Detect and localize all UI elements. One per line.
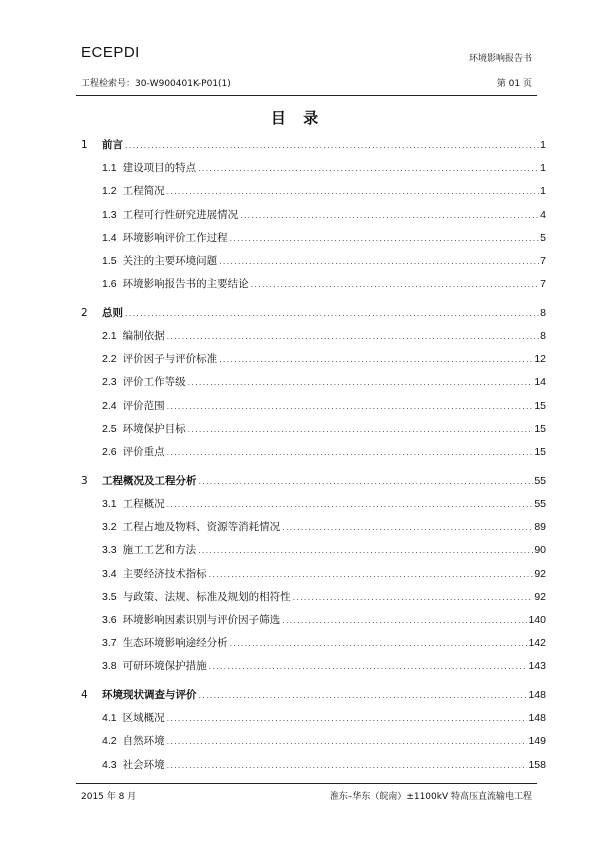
toc-entry[interactable]: [81, 227, 546, 250]
toc-entry-title-text: 环境现状调查与评价: [102, 689, 197, 702]
toc-entry-title-text: 工程占地及物料、资源等消耗情况: [122, 521, 281, 534]
toc-entry-line: [102, 395, 546, 418]
toc-entry-title: [102, 371, 188, 394]
toc-entry[interactable]: [81, 348, 546, 371]
toc-entry[interactable]: [81, 395, 546, 418]
toc-entry-title: [102, 470, 199, 493]
toc-entry-page: 149: [528, 735, 546, 748]
toc-entry-title: [102, 707, 167, 730]
toc-entry-number: 1.3: [102, 208, 117, 221]
toc-entry-line: [102, 180, 546, 203]
dot-leader: [199, 684, 528, 707]
toc-entry-number: 3.5: [102, 590, 117, 603]
toc-entry-line: [102, 302, 546, 325]
dot-leader: [230, 227, 540, 250]
toc-entry-title: [102, 418, 188, 441]
toc-entry-title-text: 工程概况: [122, 498, 165, 510]
toc-entry-number: 3.4: [102, 567, 117, 580]
dot-leader: [188, 371, 534, 394]
toc-entry-line: [102, 730, 546, 753]
toc-entry-title: [102, 655, 209, 678]
toc-entry-number: 3: [81, 474, 88, 487]
toc-entry-page: 90: [534, 544, 546, 557]
toc-entry-title: [102, 134, 125, 157]
toc-entry-line: [102, 539, 546, 562]
toc-entry-title-text: 自然环境: [122, 735, 165, 748]
toc-entry[interactable]: [81, 684, 546, 707]
dot-leader: [282, 516, 533, 539]
toc-entry-title: [102, 539, 198, 562]
toc-entry-number: 2.1: [102, 330, 117, 343]
toc-entry-number: 1.4: [102, 231, 117, 244]
dot-leader: [251, 273, 540, 296]
toc-entry-title: [102, 493, 167, 516]
dot-leader: [167, 395, 534, 418]
dot-leader: [199, 470, 534, 493]
dot-leader: [167, 493, 534, 516]
toc-entry-number: 3.3: [102, 544, 117, 557]
toc-entry-title: [102, 180, 167, 203]
toc-entry-title-text: 与政策、法规、标准及规划的相符性: [122, 590, 291, 603]
toc-entry-page: 89: [534, 521, 546, 534]
toc-entry[interactable]: [81, 516, 546, 539]
toc-entry-page: 7: [540, 254, 546, 267]
dot-leader: [125, 302, 539, 325]
toc-entry[interactable]: [81, 655, 546, 678]
toc-entry[interactable]: [81, 180, 546, 203]
toc-entry-page: 15: [534, 422, 546, 435]
toc-entry-title: [102, 516, 282, 539]
toc-entry-title: [102, 302, 125, 325]
toc-entry-title-text: 工程概况及工程分析: [102, 474, 197, 487]
toc-entry-number: 1.1: [102, 162, 117, 175]
toc-entry[interactable]: [81, 754, 546, 777]
toc-entry-page: 148: [528, 689, 546, 702]
toc-entry-number: 1.6: [102, 278, 117, 291]
dot-leader: [209, 655, 528, 678]
toc-entry[interactable]: [81, 707, 546, 730]
toc-entry-number: 2.3: [102, 376, 117, 389]
toc-entry-title: [102, 609, 282, 632]
toc-entry-page: 92: [534, 590, 546, 603]
toc-entry[interactable]: [81, 441, 546, 464]
toc-entry-title: [102, 441, 167, 464]
toc-entry-page: 4: [540, 208, 546, 221]
toc-entry-page: 1: [540, 185, 546, 198]
toc-entry-line: [102, 250, 546, 273]
toc-entry-page: 8: [540, 330, 546, 343]
toc-entry[interactable]: [81, 609, 546, 632]
toc-entry-title: [102, 273, 251, 296]
toc-entry-page: 140: [528, 613, 546, 626]
toc-entry-title: [102, 250, 219, 273]
toc-entry-page: 8: [540, 306, 546, 319]
toc-entry[interactable]: [81, 204, 546, 227]
document-type: 环境影响报告书: [468, 54, 532, 64]
toc-entry-page: 5: [540, 231, 546, 244]
dot-leader: [282, 609, 527, 632]
toc-entry-page: 92: [534, 567, 546, 580]
toc-entry-page: 142: [528, 637, 546, 650]
toc-entry-title-text: 施工工艺和方法: [122, 544, 197, 557]
toc-entry-title-text: 前言: [102, 139, 123, 151]
dot-leader: [167, 754, 528, 777]
toc-entry[interactable]: [81, 586, 546, 609]
toc-entry-number: 3.2: [102, 521, 117, 534]
toc-entry[interactable]: [81, 563, 546, 586]
toc-entry-line: [102, 325, 546, 348]
toc-entry-page: 143: [528, 660, 546, 673]
toc-entry-page: 55: [534, 474, 546, 487]
toc-entry-line: [102, 563, 546, 586]
toc-entry-page: 15: [534, 399, 546, 412]
toc-entry-line: [102, 227, 546, 250]
toc-entry-title: [102, 325, 167, 348]
header-divider: [76, 95, 537, 96]
dot-leader: [240, 204, 539, 227]
toc-entry-title: [102, 157, 198, 180]
toc-entry-title: [102, 227, 230, 250]
dot-leader: [293, 586, 534, 609]
toc-entry-line: [102, 273, 546, 296]
toc-entry[interactable]: [81, 371, 546, 394]
toc-entry-title-text: 生态环境影响途经分析: [122, 637, 228, 650]
dot-leader: [219, 348, 533, 371]
toc-entry-page: 1: [540, 139, 546, 151]
toc-entry-page: 12: [534, 353, 546, 366]
toc-entry-number: 4.2: [102, 735, 117, 748]
toc-entry-title-text: 关注的主要环境问题: [122, 254, 218, 267]
toc-entry-title: [102, 563, 209, 586]
toc-entry-title-text: 评价因子与评价标准: [122, 353, 218, 366]
toc-entry[interactable]: [81, 418, 546, 441]
dot-leader: [167, 707, 528, 730]
toc-entry-title-text: 社会环境: [122, 758, 165, 771]
toc-entry-title: [102, 754, 167, 777]
toc-entry-title: [102, 204, 240, 227]
toc-entry-title-text: 环境影响评价工作过程: [122, 231, 228, 244]
toc-entry-number: 1: [81, 139, 88, 151]
project-reference: 工程检索号：30-W900401K-P01(1): [81, 79, 231, 89]
toc-entry-page: 7: [540, 278, 546, 291]
toc-entry-page: 1: [540, 162, 546, 175]
toc-entry-title-text: 工程可行性研究进展情况: [122, 208, 239, 221]
dot-leader: [167, 180, 540, 203]
toc-entry-title-text: 评价工作等级: [122, 376, 186, 389]
dot-leader: [125, 134, 539, 157]
toc-entry-line: [102, 348, 546, 371]
toc-entry-number: 3.6: [102, 613, 117, 626]
toc-entry-title-text: 工程简况: [122, 185, 165, 198]
page-number: 第 01 页: [496, 79, 532, 89]
toc-entry-page: 158: [528, 758, 546, 771]
toc-entry[interactable]: [81, 250, 546, 273]
toc-entry-line: [102, 134, 546, 157]
toc-entry[interactable]: [81, 157, 546, 180]
toc-entry-line: [102, 586, 546, 609]
toc-entry-line: [102, 707, 546, 730]
dot-leader: [167, 730, 528, 753]
toc-entry-title: [102, 586, 293, 609]
toc-entry-title-text: 环境影响因素识别与评价因子筛选: [122, 613, 281, 626]
toc-entry-line: [102, 418, 546, 441]
toc-entry[interactable]: [81, 632, 546, 655]
toc-entry-number: 2.5: [102, 422, 117, 435]
toc-entry-page: 15: [534, 446, 546, 459]
org-logo-text: ECEPDI: [81, 44, 140, 61]
dot-leader: [167, 325, 540, 348]
toc-entry-title: [102, 632, 230, 655]
toc-entry-line: [102, 157, 546, 180]
toc-entry-number: 3.1: [102, 498, 117, 510]
toc-entry-number: 1.5: [102, 254, 117, 267]
toc-entry-number: 1.2: [102, 185, 117, 198]
toc-entry-line: [102, 204, 546, 227]
toc-entry-title-text: 主要经济技术指标: [122, 567, 207, 580]
toc-entry-page: 14: [534, 376, 546, 389]
toc-entry-line: [102, 632, 546, 655]
toc-entry-number: 2.2: [102, 353, 117, 366]
toc-entry-page: 55: [534, 498, 546, 510]
toc-entry[interactable]: [81, 493, 546, 516]
dot-leader: [188, 418, 534, 441]
toc-title: 目 录: [270, 109, 325, 127]
toc-entry-title-text: 评价范围: [122, 399, 165, 412]
toc-entry-title: [102, 730, 167, 753]
toc-entry-line: [102, 609, 546, 632]
toc-entry-title: [102, 395, 167, 418]
toc-entry-title-text: 建设项目的特点: [122, 162, 197, 175]
toc-entry[interactable]: [81, 302, 546, 325]
dot-leader: [198, 157, 539, 180]
toc-entry[interactable]: [81, 134, 546, 157]
table-of-contents: [81, 134, 546, 777]
toc-entry[interactable]: [81, 470, 546, 493]
toc-entry-line: [102, 516, 546, 539]
toc-entry-title-text: 环境影响报告书的主要结论: [122, 278, 249, 291]
toc-entry-number: 2.4: [102, 399, 117, 412]
toc-entry-line: [102, 684, 546, 707]
toc-entry-title-text: 编制依据: [122, 330, 165, 343]
toc-entry[interactable]: [81, 730, 546, 753]
footer-divider: [76, 783, 537, 784]
toc-entry-number: 4.1: [102, 712, 117, 725]
toc-entry-title-text: 总则: [102, 306, 123, 319]
toc-entry-number: 4.3: [102, 758, 117, 771]
footer-project-name: 淮东–华东（皖南）±1100kV 特高压直流输电工程: [329, 792, 532, 802]
toc-entry-title: [102, 684, 199, 707]
dot-leader: [219, 250, 539, 273]
dot-leader: [230, 632, 528, 655]
footer-date: 2015 年 8 月: [81, 792, 137, 802]
toc-entry[interactable]: [81, 539, 546, 562]
toc-entry-number: 2.6: [102, 446, 117, 459]
toc-entry-page: 148: [528, 712, 546, 725]
toc-entry[interactable]: [81, 273, 546, 296]
toc-entry[interactable]: [81, 325, 546, 348]
toc-entry-title-text: 评价重点: [122, 446, 165, 459]
toc-entry-number: 4: [81, 689, 88, 702]
toc-entry-line: [102, 655, 546, 678]
toc-entry-line: [102, 470, 546, 493]
toc-entry-title-text: 环境保护目标: [122, 422, 186, 435]
toc-entry-title: [102, 348, 219, 371]
toc-entry-title-text: 区域概况: [122, 712, 165, 725]
toc-entry-line: [102, 441, 546, 464]
toc-entry-line: [102, 754, 546, 777]
toc-entry-line: [102, 371, 546, 394]
toc-entry-number: 3.7: [102, 637, 117, 650]
toc-entry-number: 3.8: [102, 660, 117, 673]
dot-leader: [198, 539, 533, 562]
dot-leader: [209, 563, 534, 586]
toc-entry-number: 2: [81, 306, 88, 319]
dot-leader: [167, 441, 534, 464]
toc-entry-line: [102, 493, 546, 516]
toc-entry-title-text: 可研环境保护措施: [122, 660, 207, 673]
